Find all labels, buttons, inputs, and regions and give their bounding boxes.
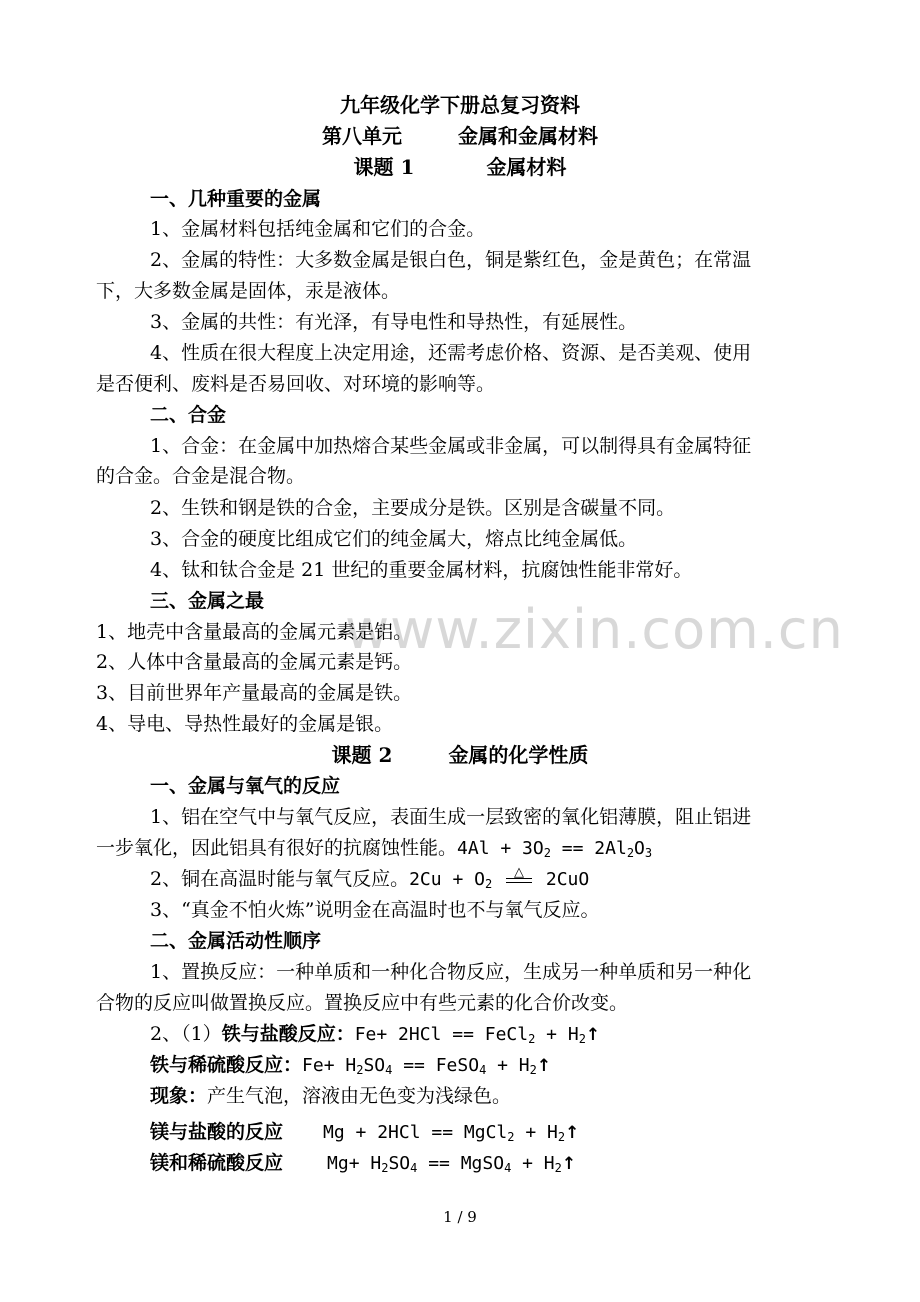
paragraph-text: 2、铜在高温时能与氧气反应。 [150, 868, 410, 890]
paragraph: 1、地壳中含量最高的金属元素是铝。 [96, 621, 413, 643]
phenomenon-label: 现象： [150, 1085, 208, 1107]
unit-heading [0, 121, 920, 151]
equation: $Fe+ H_2SO_4$ == FeSO$_4$ + $H_2$ [302, 1055, 537, 1077]
paragraph: 4、性质在很大程度上决定用途，还需考虑价格、资源、是否美观、使用 [150, 342, 752, 364]
topic2-name: 金属的化学性质 [448, 743, 589, 767]
paragraph: 3、合金的硬度比组成它们的纯金属大，熔点比纯金属低。 [150, 528, 638, 550]
phenomenon-text: 产生气泡，溶液由无色变为浅绿色。 [207, 1085, 512, 1107]
section-heading: 一、几种重要的金属 [150, 188, 322, 210]
paragraph-with-equation [96, 833, 826, 864]
paragraph: 1、置换反应：一种单质和一种化合物反应，生成另一种单质和另一种化 [150, 961, 752, 983]
equation-aluminum-oxidation: $4Al + 3O_2 == 2Al_2O_3$ [457, 838, 653, 860]
topic1-name: 金属材料 [486, 155, 567, 179]
page-number: 1 / 9 [443, 1208, 477, 1226]
reaction-magnesium-hcl [150, 1117, 826, 1148]
topic2-heading [0, 740, 920, 770]
unit-prefix: 第八单元 [322, 124, 402, 148]
gas-up-arrow-icon: ↑ [536, 1056, 552, 1076]
phenomenon [150, 1081, 826, 1111]
reaction-label: 镁与盐酸的反应 [150, 1121, 284, 1143]
reaction-label: 铁与稀硫酸反应： [150, 1054, 303, 1076]
paragraph: 2、人体中含量最高的金属元素是钙。 [96, 651, 413, 673]
unit-name: 金属和金属材料 [458, 124, 598, 148]
paragraph: 4、钛和钛合金是 21 世纪的重要金属材料，抗腐蚀性能非常好。 [150, 559, 693, 581]
gas-up-arrow-icon: ↑ [565, 1123, 580, 1143]
paragraph: 1、铝在空气中与氧气反应，表面生成一层致密的氧化铝薄膜，阻止铝进 [150, 806, 752, 828]
paragraph: 2、生铁和钢是铁的合金，主要成分是铁。区别是含碳量不同。 [150, 497, 676, 519]
paragraph-with-equation [150, 864, 826, 895]
document-title: 九年级化学下册总复习资料 [340, 93, 580, 117]
reaction-magnesium-h2so4 [150, 1148, 826, 1179]
paragraph: 3、“真金不怕火炼”说明金在高温时也不与氧气反应。 [150, 899, 600, 921]
paragraph-continuation: 下，大多数金属是固体，汞是液体。 [96, 280, 401, 302]
reaction-prefix: 2、（1） [150, 1023, 222, 1045]
reaction-label: 镁和稀硫酸反应 [150, 1152, 284, 1174]
paragraph-continuation: 合物的反应叫做置换反应。置换反应中有些元素的化合价改变。 [96, 992, 629, 1014]
section-heading: 二、合金 [150, 404, 227, 426]
gas-up-arrow-icon: ↑ [585, 1025, 601, 1045]
equation: $Mg+ H_2SO_4$ == MgSO$_4$ + $H_2$ [327, 1153, 562, 1175]
paragraph: 1、合金：在金属中加热熔合某些金属或非金属，可以制得具有金属特征 [150, 435, 752, 457]
section-heading: 一、金属与氧气的反应 [150, 775, 341, 797]
topic1-heading [0, 152, 920, 182]
reaction-iron-hcl [150, 1019, 826, 1050]
paragraph: 3、目前世界年产量最高的金属是铁。 [96, 682, 413, 704]
section-heading: 二、金属活动性顺序 [150, 930, 322, 952]
section-heading: 三、金属之最 [150, 590, 265, 612]
paragraph: 1、金属材料包括纯金属和它们的合金。 [150, 218, 486, 240]
reaction-iron-h2so4 [150, 1050, 826, 1081]
topic1-prefix: 课题 1 [353, 155, 415, 179]
paragraph-continuation: 是否便利、废料是否易回收、对环境的影响等。 [96, 373, 496, 395]
reaction-label: 铁与盐酸反应： [221, 1023, 355, 1045]
paragraph-continuation: 的合金。合金是混合物。 [96, 465, 306, 487]
paragraph-text: 一步氧化，因此铝具有很好的抗腐蚀性能。 [96, 837, 458, 859]
topic2-prefix: 课题 2 [331, 743, 393, 767]
heating-condition-icon: △ [503, 864, 535, 894]
watermark: www.zixin.com.cn [345, 598, 844, 661]
equation: Mg + 2HCl == MgCl$_2$ + $H_2$ [323, 1122, 566, 1144]
equation: Fe+ 2HCl == FeCl$_2$ + $H_2$ [354, 1024, 586, 1046]
equation-copper-oxidation: $2Cu + O_2$ △ 2CuO [409, 869, 589, 890]
paragraph: 4、导电、导热性最好的金属是银。 [96, 713, 394, 735]
gas-up-arrow-icon: ↑ [561, 1154, 577, 1174]
paragraph: 3、金属的共性：有光泽，有导电性和导热性，有延展性。 [150, 311, 638, 333]
paragraph: 2、金属的特性：大多数金属是银白色，铜是紫红色，金是黄色；在常温 [150, 249, 752, 271]
